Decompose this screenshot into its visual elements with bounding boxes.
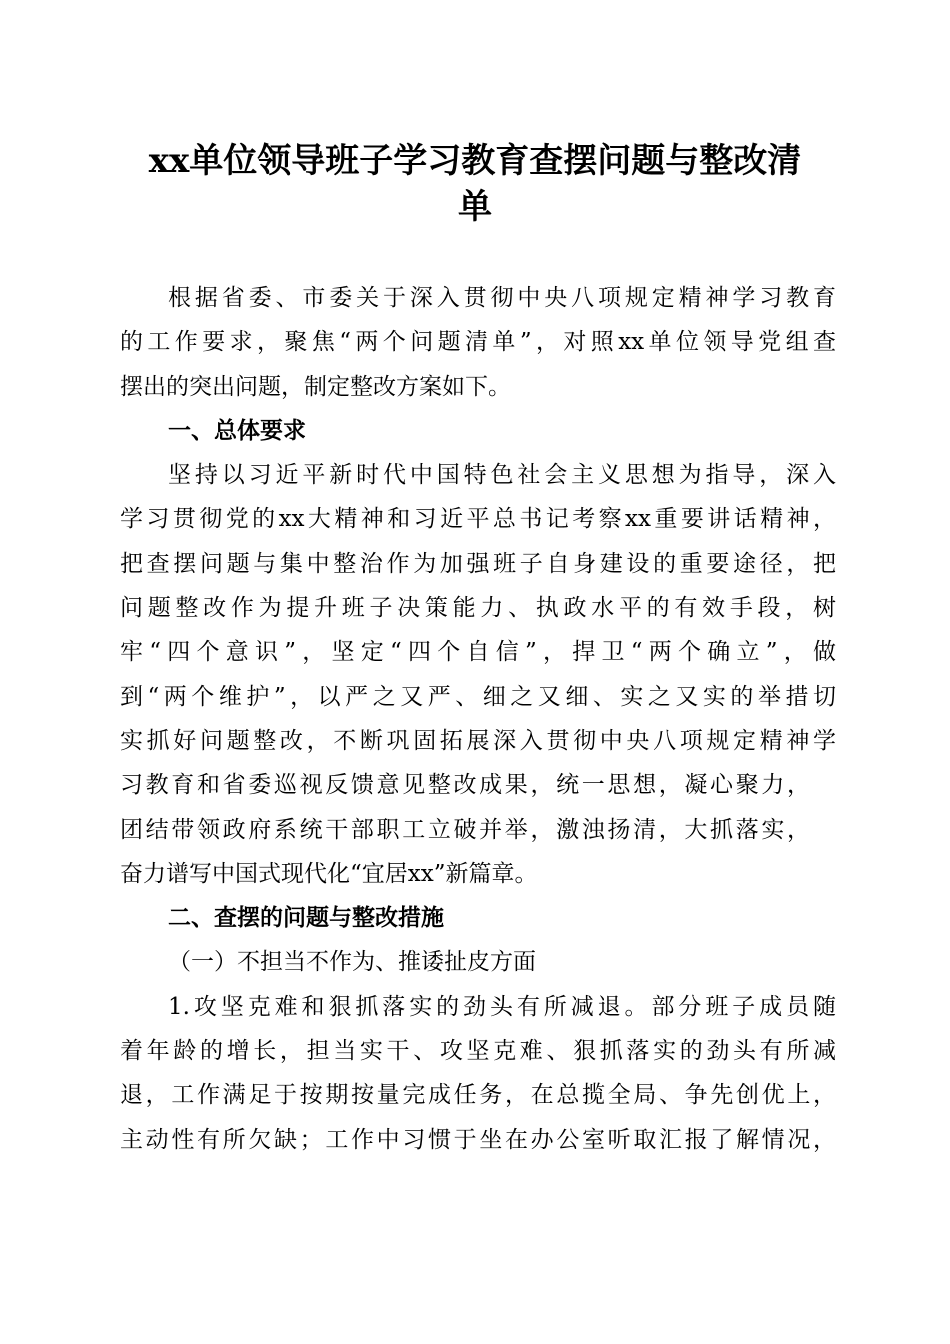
text-line: 团结带领政府系统干部职工立破并举，激浊扬清，大抓落实， [120,816,810,843]
document-title [100,138,850,230]
text-line: 学习贯彻党的xx大精神和习近平总书记考察xx重要讲话精神， [120,506,836,533]
text-line: 1.攻坚克难和狠抓落实的劲头有所减退。部分班子成员随 [168,993,836,1020]
section1-paragraph [120,453,836,896]
section2-paragraph [120,985,836,1162]
section-heading: 一、总体要求 [168,417,306,444]
intro-paragraph [120,276,836,409]
document-body [120,276,836,1162]
text-line: 的工作要求，聚焦“两个问题清单”，对照xx单位领导党组查 [120,329,836,356]
text-line: 习教育和省委巡视反馈意见整改成果，统一思想，凝心聚力， [120,772,810,799]
title-line: xx单位领导班子学习教育查摆问题与整改清 [148,141,802,181]
text-line: 实抓好问题整改，不断巩固拓展深入贯彻中央八项规定精神学 [120,727,836,754]
title-line: 单 [458,187,492,227]
subsection-heading: （一）不担当不作为、推诿扯皮方面 [168,949,536,976]
text-line: 把查摆问题与集中整治作为加强班子自身建设的重要途径，把 [120,550,836,577]
text-line: 坚持以习近平新时代中国特色社会主义思想为指导，深入 [168,462,836,489]
text-line: 着年龄的增长，担当实干、攻坚克难、狠抓落实的劲头有所减 [120,1038,836,1065]
text-line: 奋力谱写中国式现代化“宜居xx”新篇章。 [120,860,538,887]
section-heading: 二、查摆的问题与整改措施 [168,905,444,932]
text-line: 主动性有所欠缺；工作中习惯于坐在办公室听取汇报了解情况， [120,1126,836,1153]
text-line: 根据省委、市委关于深入贯彻中央八项规定精神学习教育 [168,285,836,311]
text-line: 牢“四个意识”，坚定“四个自信”，捍卫“两个确立”，做 [120,639,836,666]
text-line: 摆出的突出问题，制定整改方案如下。 [120,373,511,400]
text-line: 问题整改作为提升班子决策能力、执政水平的有效手段，树 [120,595,836,622]
text-line: 到“两个维护”，以严之又严、细之又细、实之又实的举措切 [120,683,836,710]
text-line: 退，工作满足于按期按量完成任务，在总揽全局、争先创优上， [120,1082,836,1109]
